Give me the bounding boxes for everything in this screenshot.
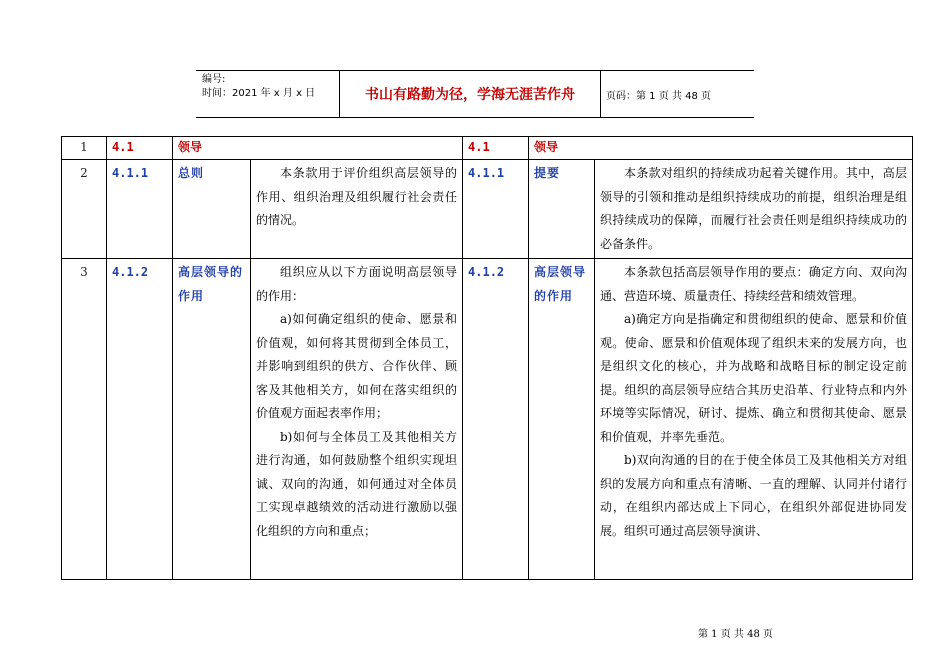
paragraph: b)双向沟通的目的在于使全体员工及其他相关方对组织的发展方向和重点有清晰、一直的理解、认同并付诸行动，在组织内部达成上下同心，在组织外部促进协同发展。组织可通过高层领导演讲、 (600, 453, 908, 538)
paragraph: 本条款对组织的持续成功起着关键作用。其中，高层领导的引领和推动是组织持续成功的前提，组织治理是组织持续成功的保障，而履行社会责任则是组织持续成功的必备条件。 (600, 166, 908, 251)
page-footer: 第 1 页 共 48 页 (698, 629, 773, 640)
header-meta-cell (196, 71, 340, 117)
left-clause-title: 总则 (173, 160, 251, 259)
table-row (62, 160, 913, 259)
row-number: 1 (62, 137, 107, 160)
left-clause-code: 4.1.1 (107, 160, 173, 259)
header-number-label: 编号: (202, 74, 226, 85)
paragraph: 组织应从以下方面说明高层领导的作用： (256, 265, 458, 303)
left-clause-code: 4.1.2 (107, 259, 173, 580)
right-clause-code: 4.1.2 (463, 259, 529, 580)
left-clause-title: 高层领导的作用 (173, 259, 251, 580)
right-clause-text (595, 259, 913, 580)
row-number: 2 (62, 160, 107, 259)
header-time-label: 时间：2021 年 x 月 x 日 (202, 88, 316, 99)
left-clause-code: 4.1 (107, 137, 173, 160)
right-clause-title: 领导 (529, 137, 913, 160)
right-clause-text (595, 160, 913, 259)
table-row (62, 137, 913, 160)
paragraph: a)如何确定组织的使命、愿景和价值观，如何将其贯彻到全体员工，并影响到组织的供方、合作伙伴、顾客及其他相关方，如何在落实组织的价值观方面起表率作用； (256, 312, 458, 420)
right-clause-title: 高层领导的作用 (529, 259, 595, 580)
left-clause-title: 领导 (173, 137, 463, 160)
left-clause-text (251, 160, 463, 259)
table-row (62, 259, 913, 580)
left-clause-text (251, 259, 463, 580)
paragraph: 本条款用于评价组织高层领导的作用、组织治理及组织履行社会责任的情况。 (256, 166, 458, 227)
paragraph: a)确定方向是指确定和贯彻组织的使命、愿景和价值观。使命、愿景和价值观体现了组织未来的发展方向，也是组织文化的核心，并为战略和战略目标的制定设定前提。组织的高层领导应结合其历史沿革、行业特点和内外环境等实际情况，研讨、提炼、确立和贯彻其使命、愿景和价值观，并率先垂范。 (600, 312, 908, 444)
comparison-table (61, 136, 913, 580)
paragraph: 本条款包括高层领导作用的要点：确定方向、双向沟通、营造环境、质量责任、持续经营和绩效管理。 (600, 265, 908, 303)
header-page-label: 页码：第 1 页 共 48 页 (606, 90, 711, 102)
paragraph: b)如何与全体员工及其他相关方进行沟通，如何鼓励整个组织实现坦诚、双向的沟通，如何通过对全体员工实现卓越绩效的活动进行激励以强化组织的方向和重点； (256, 429, 458, 538)
right-clause-code: 4.1.1 (463, 160, 529, 259)
right-clause-code: 4.1 (463, 137, 529, 160)
row-number: 3 (62, 259, 107, 580)
header-motto: 书山有路勤为径，学海无涯苦作舟 (340, 71, 601, 117)
right-clause-title: 提要 (529, 160, 595, 259)
document-header (196, 70, 754, 118)
